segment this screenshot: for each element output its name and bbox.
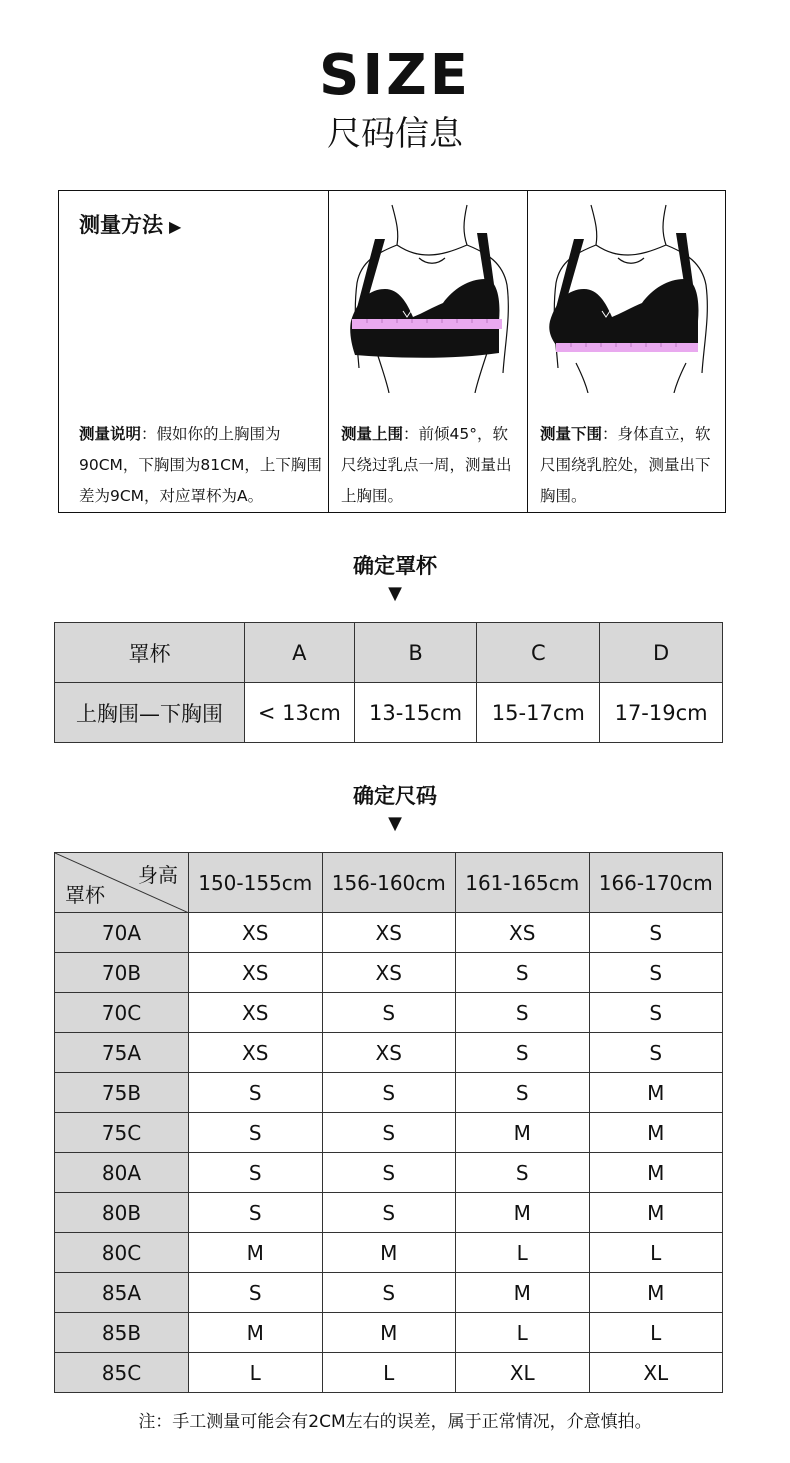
under-bust-illustration bbox=[536, 203, 720, 393]
size-cell: S bbox=[322, 1113, 456, 1153]
cup-letter: D bbox=[600, 623, 723, 683]
size-cell: L bbox=[322, 1353, 456, 1393]
desc-label: 测量说明 bbox=[79, 425, 142, 443]
cup-size-label: 80B bbox=[55, 1193, 189, 1233]
desc-text: ：假如你的上胸围为90CM，下胸围为81CM，上下胸围差为9CM，对应罩杯为A。 bbox=[79, 425, 322, 505]
height-header: 166-170cm bbox=[589, 853, 723, 913]
size-cell: S bbox=[456, 953, 590, 993]
size-cell: M bbox=[589, 1113, 723, 1153]
under-bust-panel bbox=[527, 191, 725, 512]
down-arrow-icon: ▼ bbox=[388, 813, 402, 834]
table-row bbox=[55, 1073, 723, 1113]
cup-range: 17-19cm bbox=[600, 683, 723, 743]
size-cell: M bbox=[456, 1113, 590, 1153]
cup-table-range-row bbox=[55, 683, 723, 743]
cup-table bbox=[54, 622, 723, 743]
size-cell: S bbox=[456, 993, 590, 1033]
size-cell: L bbox=[189, 1353, 323, 1393]
cup-size-label: 70C bbox=[55, 993, 189, 1033]
corner-cup-label: 罩杯 bbox=[65, 883, 105, 907]
size-cell: XS bbox=[189, 913, 323, 953]
table-row bbox=[55, 993, 723, 1033]
cup-range: 13-15cm bbox=[354, 683, 477, 743]
size-cell: XL bbox=[456, 1353, 590, 1393]
size-cell: S bbox=[589, 953, 723, 993]
cup-letter: A bbox=[245, 623, 355, 683]
cup-size-label: 80C bbox=[55, 1233, 189, 1273]
cup-size-label: 85C bbox=[55, 1353, 189, 1393]
size-cell: S bbox=[189, 1193, 323, 1233]
size-cell: M bbox=[322, 1233, 456, 1273]
size-cell: S bbox=[189, 1273, 323, 1313]
height-header: 150-155cm bbox=[189, 853, 323, 913]
size-cell: M bbox=[589, 1273, 723, 1313]
cup-size-label: 85A bbox=[55, 1273, 189, 1313]
size-cell: XS bbox=[189, 993, 323, 1033]
size-cell: XS bbox=[456, 913, 590, 953]
cup-row-label: 上胸围—下胸围 bbox=[55, 683, 245, 743]
table-row bbox=[55, 1313, 723, 1353]
cup-size-label: 75C bbox=[55, 1113, 189, 1153]
size-cell: S bbox=[322, 1273, 456, 1313]
cup-size-label: 75A bbox=[55, 1033, 189, 1073]
page-subtitle: 尺码信息 bbox=[327, 114, 463, 154]
table-row bbox=[55, 1353, 723, 1393]
size-cell: S bbox=[189, 1073, 323, 1113]
upper-bust-description bbox=[341, 419, 521, 512]
cup-size-label: 80A bbox=[55, 1153, 189, 1193]
desc-text: ：前倾45°，软尺绕过乳点一周，测量出上胸围。 bbox=[341, 425, 512, 505]
play-triangle-icon: ▶ bbox=[169, 217, 182, 236]
size-cell: S bbox=[322, 1193, 456, 1233]
table-row bbox=[55, 1033, 723, 1073]
size-table-corner bbox=[55, 853, 189, 913]
size-cell: XS bbox=[189, 1033, 323, 1073]
table-row bbox=[55, 1153, 723, 1193]
size-cell: XS bbox=[322, 953, 456, 993]
size-cell: XS bbox=[322, 1033, 456, 1073]
size-cell: S bbox=[189, 1153, 323, 1193]
cup-size-label: 75B bbox=[55, 1073, 189, 1113]
size-cell: S bbox=[589, 913, 723, 953]
upper-bust-panel bbox=[328, 191, 527, 512]
size-cell: XL bbox=[589, 1353, 723, 1393]
cup-range: < 13cm bbox=[245, 683, 355, 743]
size-table-header-row bbox=[55, 853, 723, 913]
upper-bust-illustration bbox=[337, 203, 521, 393]
size-cell: L bbox=[589, 1313, 723, 1353]
table-row bbox=[55, 1273, 723, 1313]
measurement-method-panel bbox=[59, 191, 328, 512]
size-cell: S bbox=[322, 993, 456, 1033]
size-cell: XS bbox=[322, 913, 456, 953]
cup-range: 15-17cm bbox=[477, 683, 600, 743]
corner-height-label: 身高 bbox=[138, 863, 178, 887]
size-cell: M bbox=[589, 1193, 723, 1233]
size-cell: S bbox=[189, 1113, 323, 1153]
measure-description bbox=[79, 419, 322, 512]
size-cell: L bbox=[456, 1313, 590, 1353]
cup-size-label: 70B bbox=[55, 953, 189, 993]
size-table bbox=[54, 852, 723, 1393]
down-arrow-icon: ▼ bbox=[388, 583, 402, 604]
table-row bbox=[55, 1113, 723, 1153]
page-title: SIZE bbox=[318, 43, 472, 108]
size-cell: M bbox=[589, 1073, 723, 1113]
size-cell: M bbox=[456, 1193, 590, 1233]
cup-size-label: 85B bbox=[55, 1313, 189, 1353]
size-cell: S bbox=[589, 993, 723, 1033]
table-row bbox=[55, 953, 723, 993]
cup-size-label: 70A bbox=[55, 913, 189, 953]
table-row bbox=[55, 1233, 723, 1273]
table-row bbox=[55, 913, 723, 953]
size-cell: M bbox=[456, 1273, 590, 1313]
measurement-guide bbox=[58, 190, 726, 513]
size-cell: S bbox=[456, 1073, 590, 1113]
size-cell: M bbox=[322, 1313, 456, 1353]
under-bust-description bbox=[540, 419, 719, 512]
cup-table-header-row bbox=[55, 623, 723, 683]
cup-header-label: 罩杯 bbox=[55, 623, 245, 683]
size-cell: M bbox=[189, 1313, 323, 1353]
desc-text: ：身体直立，软尺围绕乳腔处，测量出下胸围。 bbox=[540, 425, 711, 505]
height-header: 161-165cm bbox=[456, 853, 590, 913]
cup-letter: B bbox=[354, 623, 477, 683]
size-cell: L bbox=[589, 1233, 723, 1273]
height-header: 156-160cm bbox=[322, 853, 456, 913]
cup-section-title: 确定罩杯 bbox=[353, 554, 437, 578]
desc-label: 测量下围 bbox=[540, 425, 603, 443]
cup-letter: C bbox=[477, 623, 600, 683]
size-section-title: 确定尺码 bbox=[353, 784, 437, 808]
method-title-text: 测量方法 bbox=[79, 213, 163, 237]
size-cell: S bbox=[322, 1153, 456, 1193]
size-cell: M bbox=[189, 1233, 323, 1273]
size-cell: S bbox=[456, 1153, 590, 1193]
footer-note: 注：手工测量可能会有2CM左右的误差，属于正常情况，介意慎拍。 bbox=[138, 1412, 652, 1432]
size-cell: S bbox=[456, 1033, 590, 1073]
table-row bbox=[55, 1193, 723, 1233]
size-cell: M bbox=[589, 1153, 723, 1193]
size-cell: S bbox=[322, 1073, 456, 1113]
desc-label: 测量上围 bbox=[341, 425, 404, 443]
method-title bbox=[79, 211, 181, 241]
size-cell: S bbox=[589, 1033, 723, 1073]
size-cell: L bbox=[456, 1233, 590, 1273]
size-cell: XS bbox=[189, 953, 323, 993]
